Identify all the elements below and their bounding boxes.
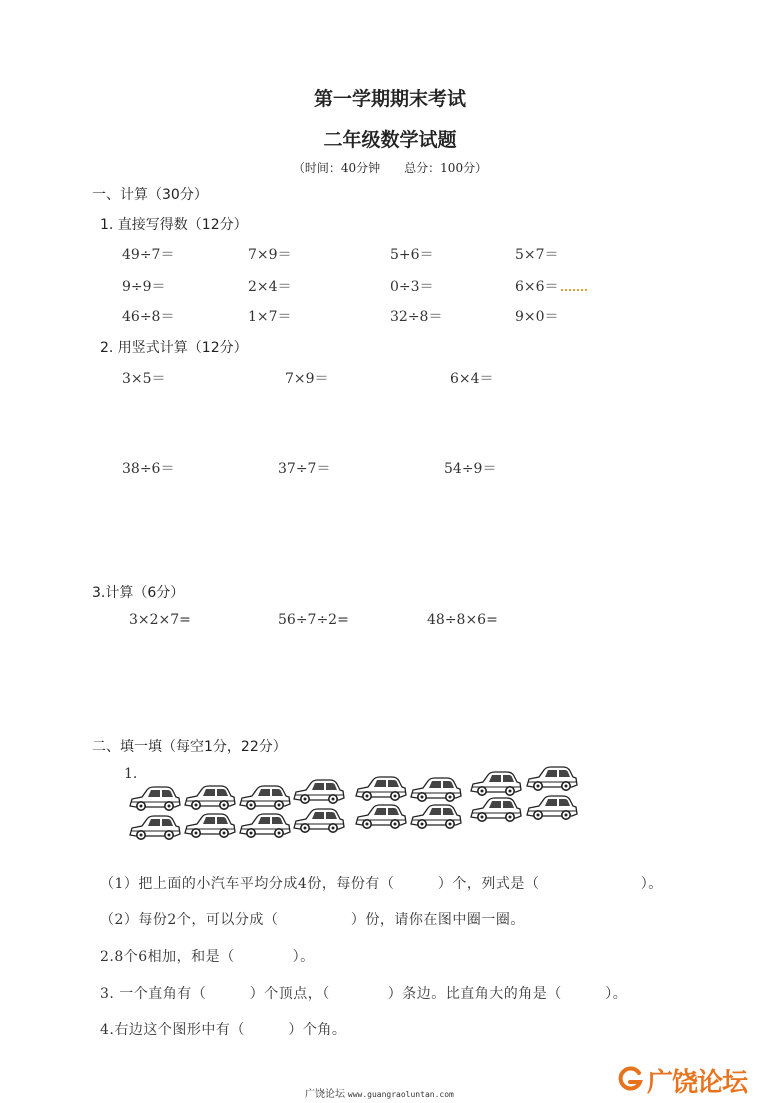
oral-item: 7×9＝ xyxy=(248,247,292,263)
car-image xyxy=(294,780,344,803)
question-1-part2: （2）每份2个，可以分成（ ）份，请你在图中圈一圈。 xyxy=(100,912,525,928)
car-image xyxy=(411,778,461,801)
part1-heading: 1. 直接写得数（12分） xyxy=(100,217,248,233)
exam-meta: （时间：40分钟 总分：100分） xyxy=(292,161,488,175)
car-image xyxy=(185,786,235,809)
part2-heading: 2. 用竖式计算（12分） xyxy=(100,340,248,356)
car-image xyxy=(471,772,521,795)
vertical-item: 3×5＝ xyxy=(122,371,166,387)
cars-illustration xyxy=(126,764,586,844)
logo-text: 广饶论坛 xyxy=(647,1068,748,1098)
car-image xyxy=(527,767,577,790)
car-image xyxy=(356,805,406,828)
oral-item: 9÷9＝ xyxy=(122,279,166,295)
vertical-item: 38÷6＝ xyxy=(122,461,175,477)
car-image xyxy=(130,787,180,810)
car-image xyxy=(130,816,180,839)
car-image xyxy=(294,809,344,832)
oral-item: 2×4＝ xyxy=(248,279,292,295)
question-1-part1: （1）把上面的小汽车平均分成4份，每份有（ ）个，列式是（ ）。 xyxy=(100,876,663,892)
car-image xyxy=(471,798,521,821)
part3-heading: 3.计算（6分） xyxy=(92,585,185,601)
oral-item: 1×7＝ xyxy=(248,309,292,325)
vertical-item: 54÷9＝ xyxy=(444,461,497,477)
question-number: 1. xyxy=(124,766,138,782)
oral-item: 49÷7＝ xyxy=(122,247,175,263)
footer-watermark xyxy=(305,1085,454,1100)
footer-url: www.guangraoluntan.com xyxy=(347,1090,454,1099)
oral-item: 5+6＝ xyxy=(390,247,434,263)
mixed-item: 56÷7÷2= xyxy=(278,612,349,628)
vertical-item: 7×9＝ xyxy=(285,371,329,387)
vertical-item: 6×4＝ xyxy=(450,371,494,387)
oral-item: 9×0＝ xyxy=(515,309,559,325)
question-2: 2.8个6相加，和是（ ）。 xyxy=(100,949,315,965)
oral-item: 5×7＝ xyxy=(515,247,559,263)
car-image xyxy=(411,805,461,828)
mixed-item: 3×2×7= xyxy=(129,612,191,628)
section2-heading: 二、填一填（每空1分，22分） xyxy=(92,739,287,755)
site-logo xyxy=(617,1060,777,1100)
oral-item-text: 6×6＝ xyxy=(515,279,559,295)
oral-item: 46÷8＝ xyxy=(122,309,175,325)
highlight-mark xyxy=(561,277,587,291)
section1-heading: 一、计算（30分） xyxy=(92,187,208,203)
logo-icon xyxy=(617,1066,643,1092)
question-3: 3. 一个直角有（ ）个顶点，（ ）条边。比直角大的角是（ ）。 xyxy=(100,986,628,1002)
car-image xyxy=(185,814,235,837)
oral-item: 32÷8＝ xyxy=(390,309,443,325)
car-image xyxy=(527,796,577,819)
page-title: 第一学期期末考试 xyxy=(313,88,466,110)
mixed-item: 48÷8×6= xyxy=(427,612,498,628)
car-image xyxy=(240,814,290,837)
footer-site-name: 广饶论坛 xyxy=(305,1089,345,1100)
vertical-item: 37÷7＝ xyxy=(278,461,331,477)
page-subtitle: 二年级数学试题 xyxy=(323,129,457,151)
oral-item xyxy=(515,276,587,296)
car-image xyxy=(240,786,290,809)
car-image xyxy=(356,777,406,800)
oral-item: 0÷3＝ xyxy=(390,279,434,295)
question-4: 4.右边这个图形中有（ ）个角。 xyxy=(100,1022,347,1038)
